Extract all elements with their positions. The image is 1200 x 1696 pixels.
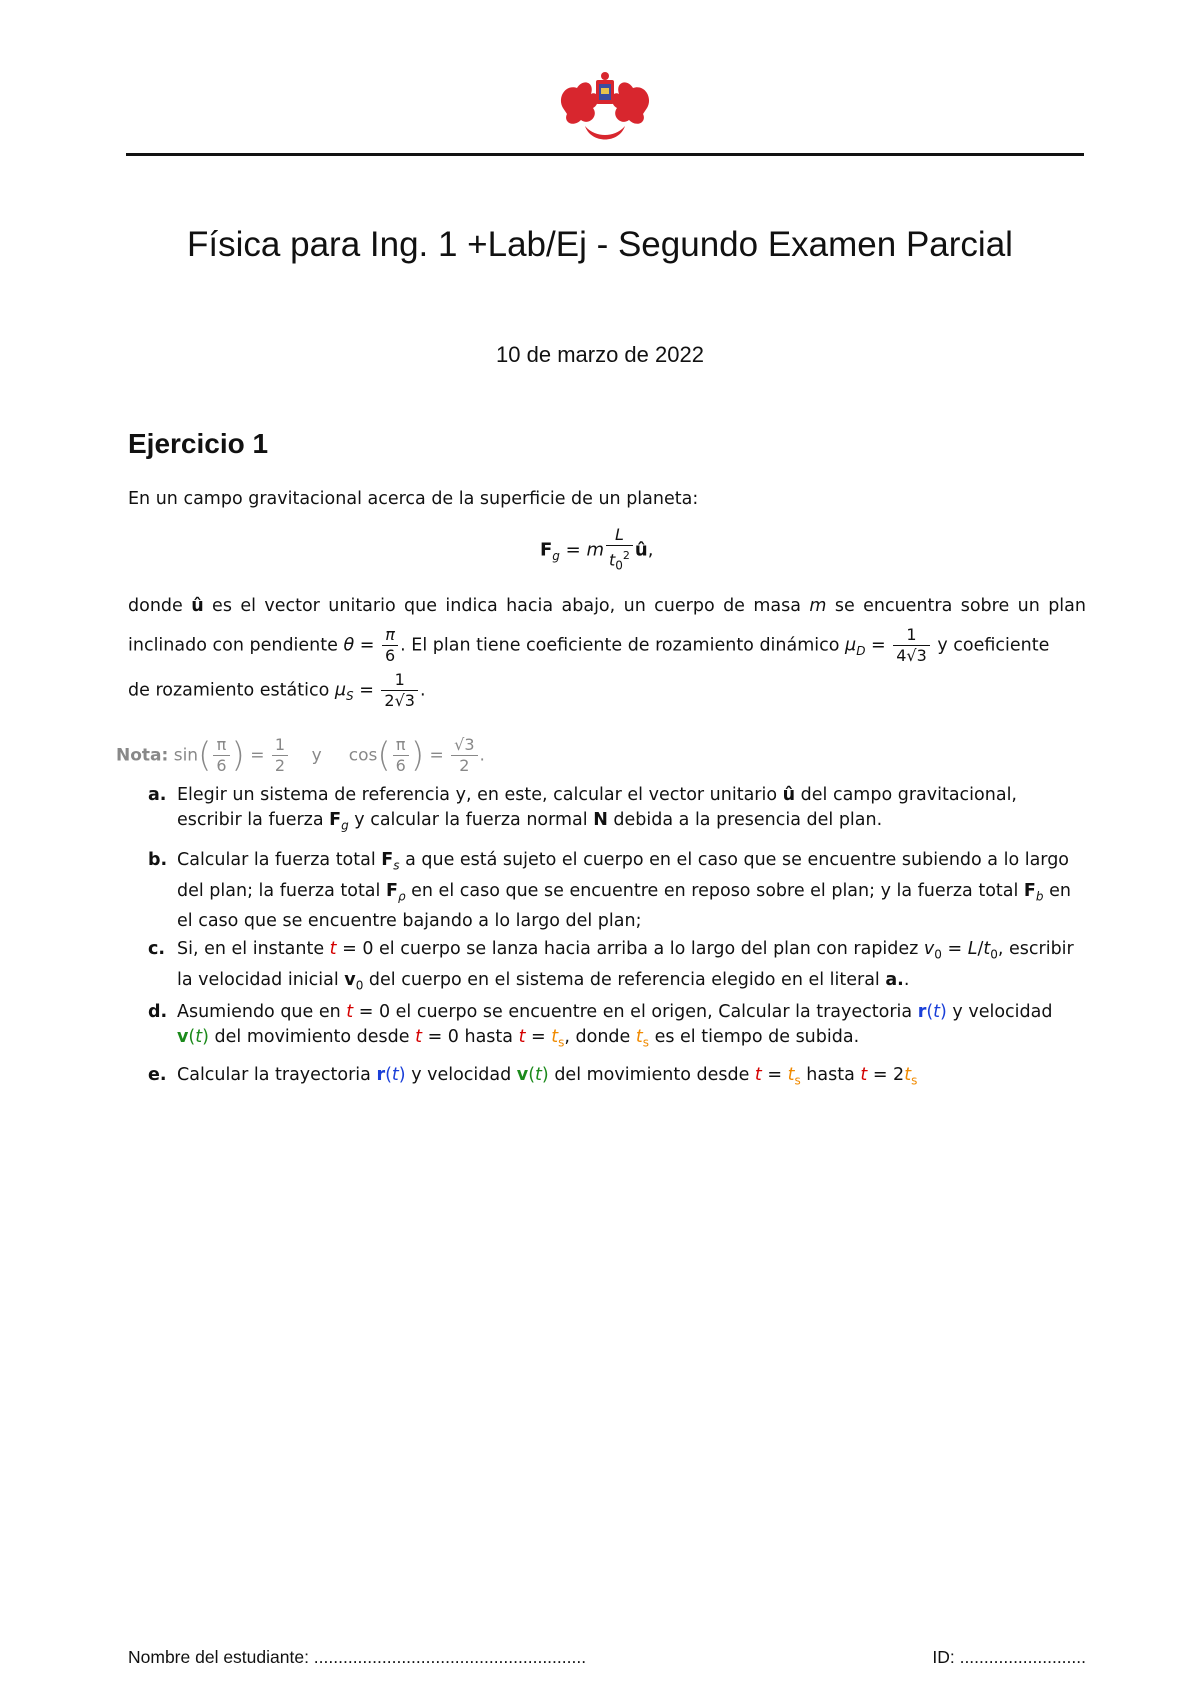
item-label: e. xyxy=(148,1065,167,1085)
exam-title: Física para Ing. 1 +Lab/Ej - Segundo Examen Parcial xyxy=(187,225,1013,264)
exam-date: 10 de marzo de 2022 xyxy=(496,342,704,367)
item-label: c. xyxy=(148,939,166,959)
item-label: d. xyxy=(148,1002,168,1022)
university-crest-icon xyxy=(555,68,655,148)
exercise-heading: Ejercicio 1 xyxy=(128,428,269,459)
exercise-intro: En un campo gravitacional acerca de la superficie de un planeta: xyxy=(128,489,699,509)
gravity-force-equation: $F_g = m$ $\frac{L}{t_0^2}$ û, xyxy=(540,525,654,573)
footer xyxy=(128,1647,1086,1668)
student-id-field[interactable]: ID: .......................... xyxy=(932,1647,1086,1667)
item-label: b. xyxy=(148,850,168,870)
item-label: a. xyxy=(148,785,167,805)
note-label: Nota: xyxy=(116,745,169,766)
problem-statement: donde û es el vector unitario que indica hacia abajo, un cuerpo de masa m se encuentra sobre un plan inclinado con pendiente θ = $\frac{\pi}{6}$ . El plan tiene coeficiente de rozamiento dinámico $\mu_D$ = $\frac{1}{4√3}$ y coeficiente de rozamiento estático $\mu_S$ = $\frac{1}{2√3}$ . xyxy=(128,596,1086,710)
header-rule xyxy=(126,153,1084,156)
student-name-field[interactable]: Nombre del estudiante: ........................................................ xyxy=(128,1647,587,1667)
trig-note: Nota: sin( $\frac{\pi}{6}$ ) = $\frac{1}{2}$ y cos( $\frac{\pi}{6}$ ) = $\frac{√3}{2}$ . xyxy=(116,735,485,776)
